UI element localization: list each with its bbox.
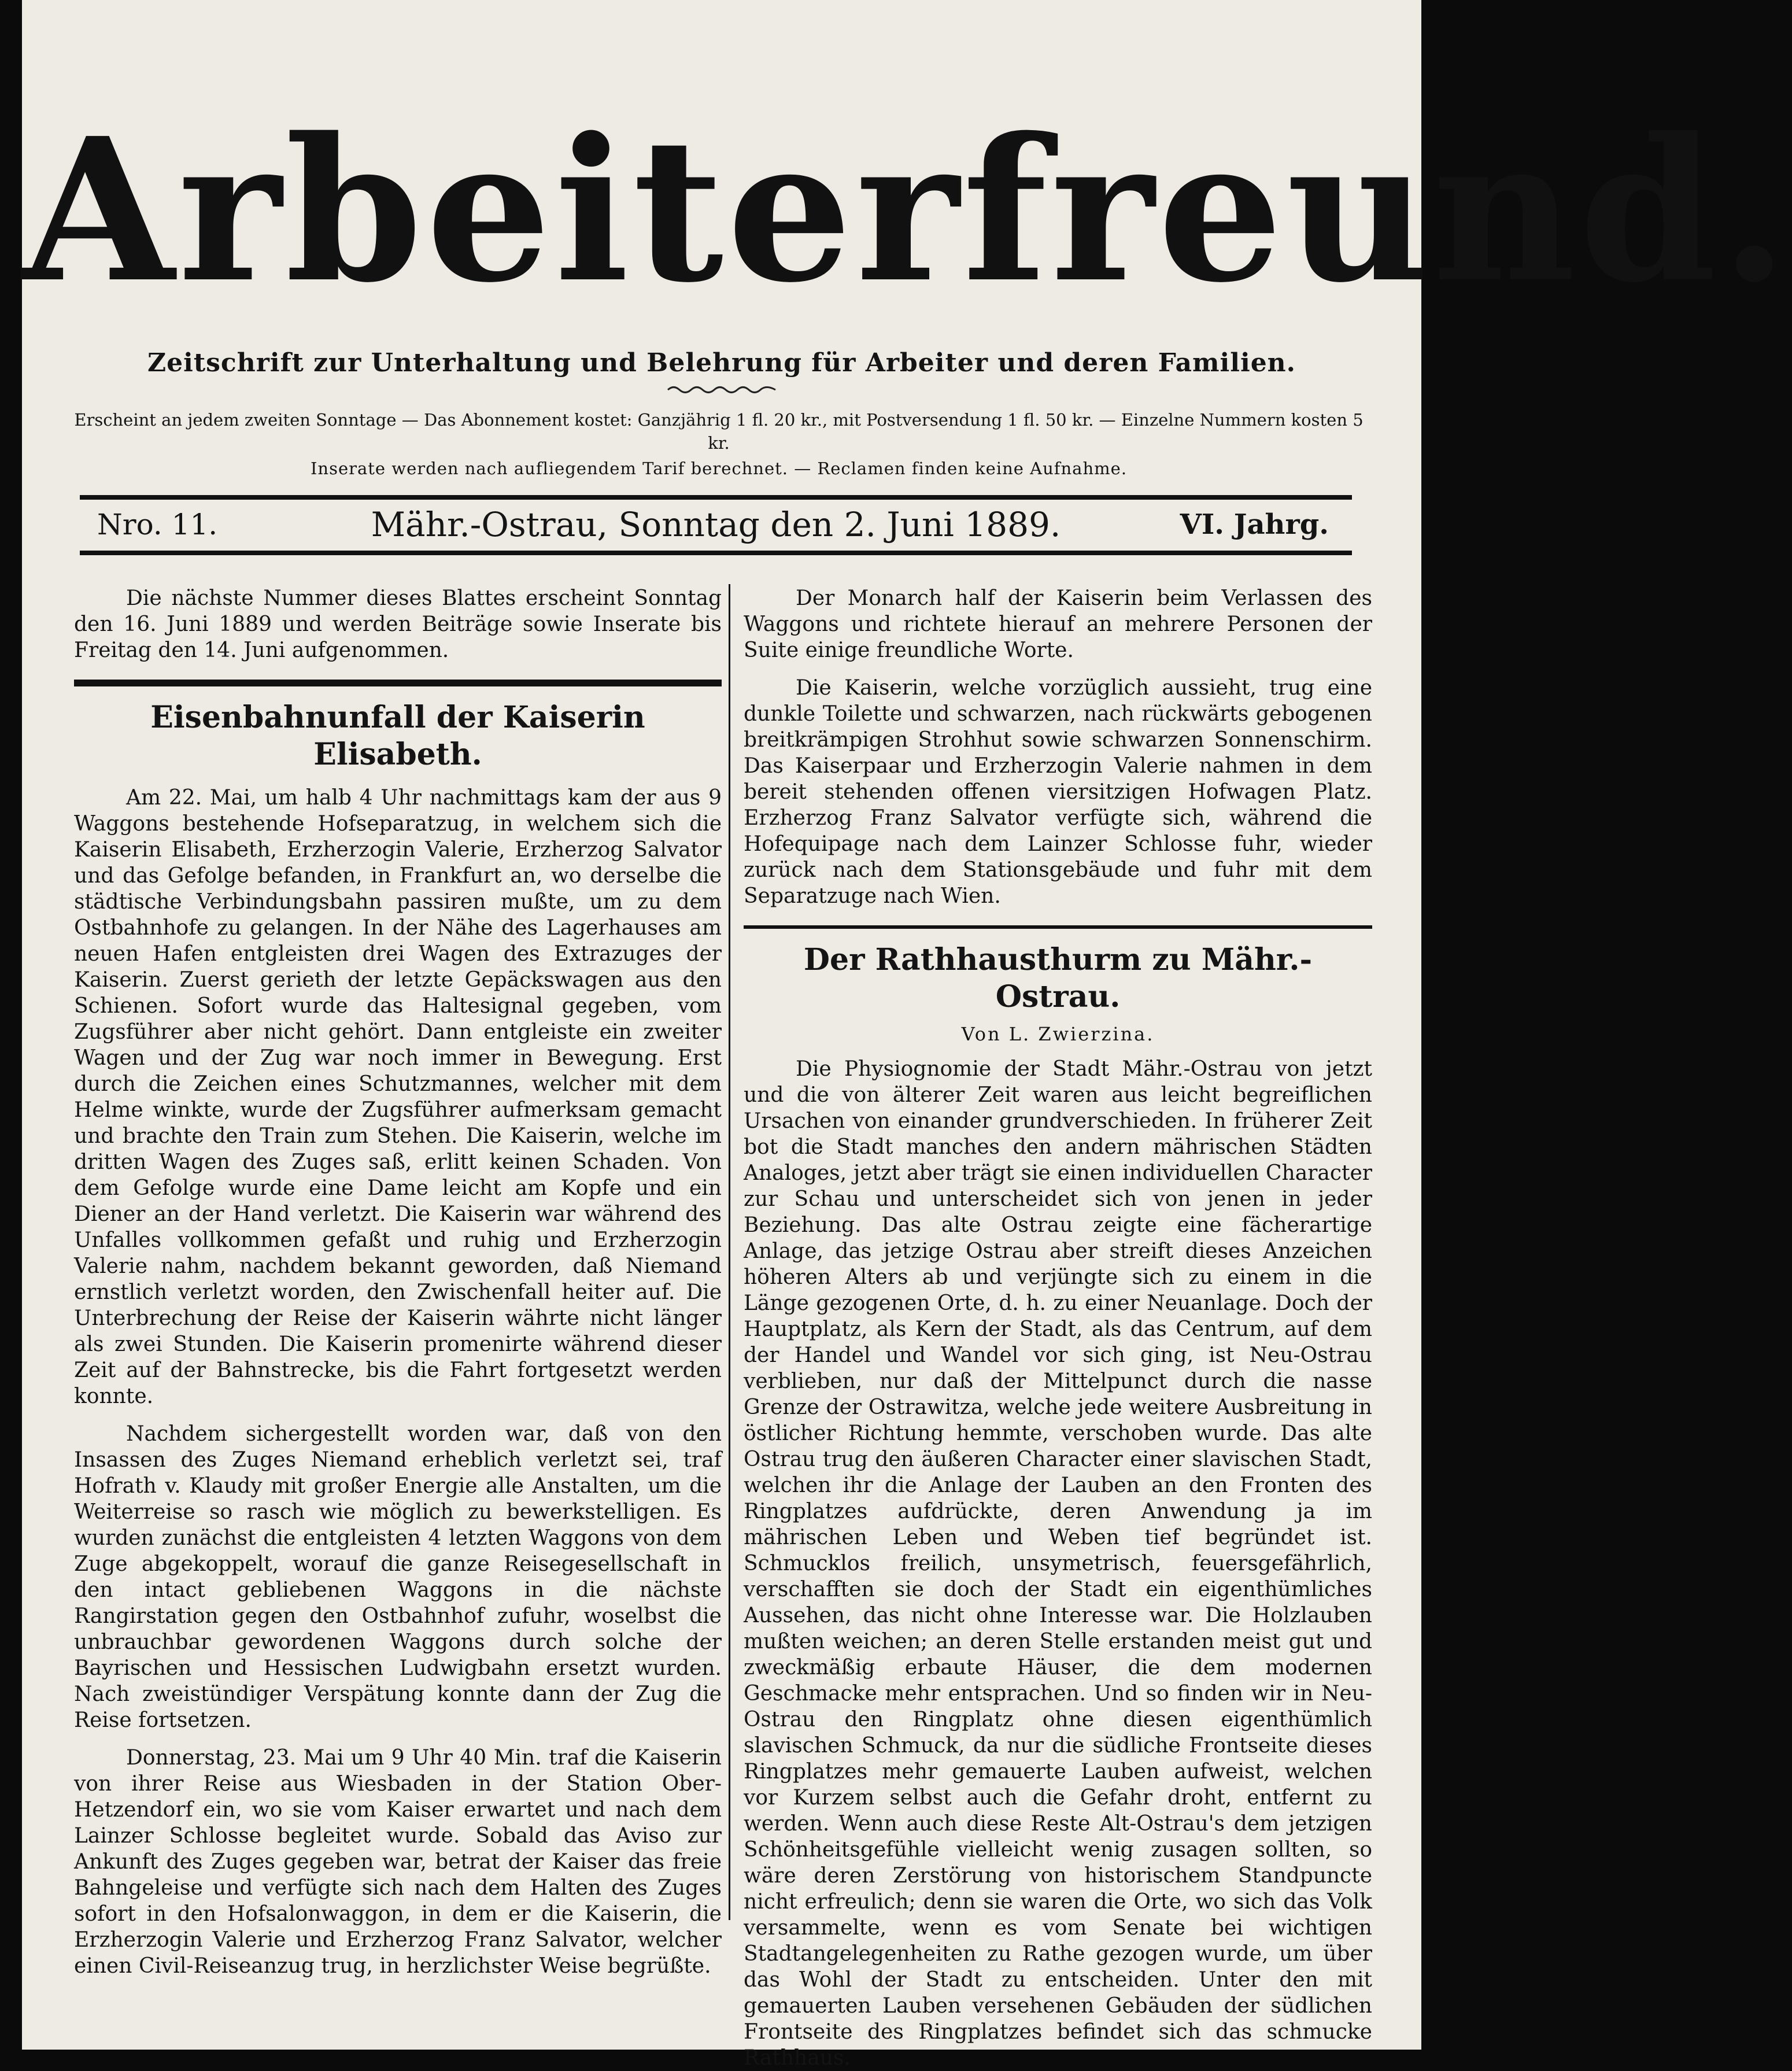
section-rule [744,925,1372,929]
newspaper-page [22,0,1792,2070]
right-column [727,585,1372,2071]
subscription-info: Erscheint an jedem zweiten Sonntage — Das Abonnement kostet: Ganzjährig 1 fl. 20 kr., mit Postversendung 1 fl. 50 kr. — Einzelne Nummern kosten 5 kr. [74,410,1364,453]
article-headline: Der Rathhausthurm zu Mähr.-Ostrau. [803,942,1313,1014]
top-rule [80,495,1352,500]
issue-volume: VI. Jahrg. [1180,508,1329,541]
article-headline: Eisenbahnunfall der Kaiserin Elisabeth. [150,700,645,772]
article-paragraph: Die Physiognomie der Stadt Mähr.-Ostrau von jetzt und die von älterer Zeit waren aus leicht begreiflichen Ursachen von einander grundverschieden. In früherer Zeit bot die Stadt manches den andern mährischen Städten Analoges, jetzt aber trägt sie einen individuellen Character zur Schau und unterscheidet sich von jenen in jeder Beziehung. Das alte Ostrau zeigte eine fächerartige Anlage, das jetzige Ostrau aber streift dieses Anzeichen höheren Alters ab und verjüngte sich zu einem in die Länge gezogenen Orte, d. h. zu einer Neuanlage. Doch der Hauptplatz, als Kern der Stadt, als das Centrum, auf dem der Handel und Wandel vor sich ging, ist Neu-Ostrau verblieben, nur daß der Mittelpunct durch die nasse Grenze der Ostrawitza, welche jede weitere Ausbreitung in östlicher Richtung hemmte, verschoben wurde. Das alte Ostrau trug den äußeren Character einer slavischen Stadt, welchen ihr die Anlage der Lauben an den Fronten des Ringplatzes aufdrückte, deren Anwendung ja im mährischen Leben und Weben tief begründet ist. Schmucklos freilich, unsymetrisch, feuersgefährlich, verschafften sie doch der Stadt ein eigenthümliches Aussehen, das nicht ohne Interesse war. Die Holzlauben mußten weichen; an deren Stelle erstanden meist gut und zweckmäßig erbaute Häuser, die dem modernen Geschmacke mehr entsprachen. Und so finden wir in Neu-Ostrau den Ringplatz ohne diesen eigenthümlich slavischen Schmuck, da nur die südliche Frontseite dieses Ringplatzes mehr gemauerte Lauben aufweist, welchen vor Kurzem selbst auch die Gefahr droht, entfernt zu werden. Wenn auch diese Reste Alt-Ostrau's dem jetzigen Schönheitsgefühle vielleicht wenig zusagen sollten, so wäre deren Zerstörung von historischem Standpuncte nicht erfreulich; denn sie waren die Orte, wo sich das Volk versammelte, wenn es vom Senate bei wichtigen Stadtangelegenheiten zu Rathe gezogen wurde, um über das Wohl der Stadt zu entscheiden. Unter den mit gemauerten Lauben versehenen Gebäuden der südlichen Frontseite des Ringplatzes befindet sich das schmucke Rathhaus. [744,1057,1372,2070]
article-paragraph: Die Kaiserin, welche vorzüglich aussieht, trug eine dunkle Toilette und schwarzen, nach rückwärts gebogenen breitkrämpigen Strohhut sowie schwarzen Sonnenschirm. Das Kaiserpaar und Erzherzogin Valerie nahmen in dem bereit stehenden offenen viersitzigen Hofwagen Platz. Erzherzog Franz Salvator verfügte sich, während die Hofequipage nach dem Lainzer Schlosse fuhr, wieder zurück nach dem Stationsgebäude und fuhr mit dem Separatzuge nach Wien. [744,676,1372,908]
masthead-title: Arbeiterfreund. [22,95,1792,326]
masthead-subtitle: Zeitschrift zur Unterhaltung und Belehrung für Arbeiter und deren Familien. [147,348,1296,378]
bottom-rule [80,551,1352,555]
ornament-flourish [667,385,777,395]
issue-number: Nro. 11. [97,508,218,541]
article-author: Von L. Zwierzina. [961,1023,1155,1045]
article-paragraph: Der Monarch half der Kaiserin beim Verlassen des Waggons und richtete hierauf an mehrere Personen der Suite einige freundliche Worte. [744,586,1372,662]
article-paragraph: Am 22. Mai, um halb 4 Uhr nachmittags kam der aus 9 Waggons bestehende Hofseparatzug, in welchem sich die Kaiserin Elisabeth, Erzherzogin Valerie, Erzherzog Salvator und das Gefolge befanden, in Frankfurt an, wo derselbe die städtische Verbindungsbahn passiren mußte, um zu dem Ostbahnhofe zu gelangen. In der Nähe des Lagerhauses am neuen Hafen entgleisten drei Wagen des Extrazuges der Kaiserin. Zuerst gerieth der letzte Gepäckswagen aus den Schienen. Sofort wurde das Haltesignal gegeben, vom Zugsführer aber nicht gehört. Dann entgleiste ein zweiter Wagen und der Zug war noch immer in Bewegung. Erst durch die Zeichen eines Schutzmannes, welcher mit dem Helme winkte, wurde der Zugsführer aufmerksam gemacht und brachte den Train zum Stehen. Die Kaiserin, welche im dritten Wagen des Zuges saß, erlitt keinen Schaden. Von dem Gefolge wurde eine Dame leicht am Kopfe und ein Diener an der Hand verletzt. Die Kaiserin war während des Unfalles vollkommen gefaßt und ruhig und Erzherzogin Valerie nahm, nachdem bekannt geworden, daß Niemand ernstlich verletzt worden, den Zwischenfall heiter auf. Die Unterbrechung der Reise der Kaiserin währte nicht länger als zwei Stunden. Die Kaiserin promenirte während dieser Zeit auf der Bahnstrecke, bis die Fahrt fortgesetzt werden konnte. [74,786,722,1408]
advertising-note: Inserate werden nach aufliegendem Tarif berechnet. — Reclamen finden keine Aufnahme. [310,459,1128,478]
next-issue-notice: Die nächste Nummer dieses Blattes erscheint Sonntag den 16. Juni 1889 und werden Beiträge sowie Inserate bis Freitag den 14. Juni aufgenommen. [74,586,722,662]
left-column [74,585,722,1979]
section-rule [74,680,722,686]
article-paragraph: Donnerstag, 23. Mai um 9 Uhr 40 Min. traf die Kaiserin von ihrer Reise aus Wiesbaden in der Station Ober-Hetzendorf ein, wo sie vom Kaiser erwartet und nach dem Lainzer Schlosse begleitet wurde. Sobald das Aviso zur Ankunft des Zuges gegeben war, betrat der Kaiser das freie Bahngeleise und verfügte sich nach dem Halten des Zuges sofort in den Hofsalonwaggon, in dem er die Kaiserin, die Erzherzogin Valerie und Erzherzog Franz Salvator, welcher einen Civil-Reiseanzug trug, in herzlichster Weise begrüßte. [74,1746,722,1978]
issue-bar [80,504,1352,545]
issue-dateline: Mähr.-Ostrau, Sonntag den 2. Juni 1889. [371,505,1061,544]
article-paragraph: Nachdem sichergestellt worden war, daß von den Insassen des Zuges Niemand erheblich verletzt sei, traf Hofrath v. Klaudy mit großer Energie alle Anstalten, um die Weiterreise so rasch wie möglich zu bewerkstelligen. Es wurden zunächst die entgleisten 4 letzten Waggons von dem Zuge abgekoppelt, worauf die ganze Reisegesellschaft in den intact gebliebenen Waggons in die nächste Rangirstation gegen den Ostbahnhof zufuhr, woselbst die unbrauchbar gewordenen Waggons durch solche der Bayrischen und Hessischen Ludwigbahn ersetzt wurden. Nach zweistündiger Verspätung konnte dann der Zug die Reise fortsetzen. [74,1422,722,1732]
